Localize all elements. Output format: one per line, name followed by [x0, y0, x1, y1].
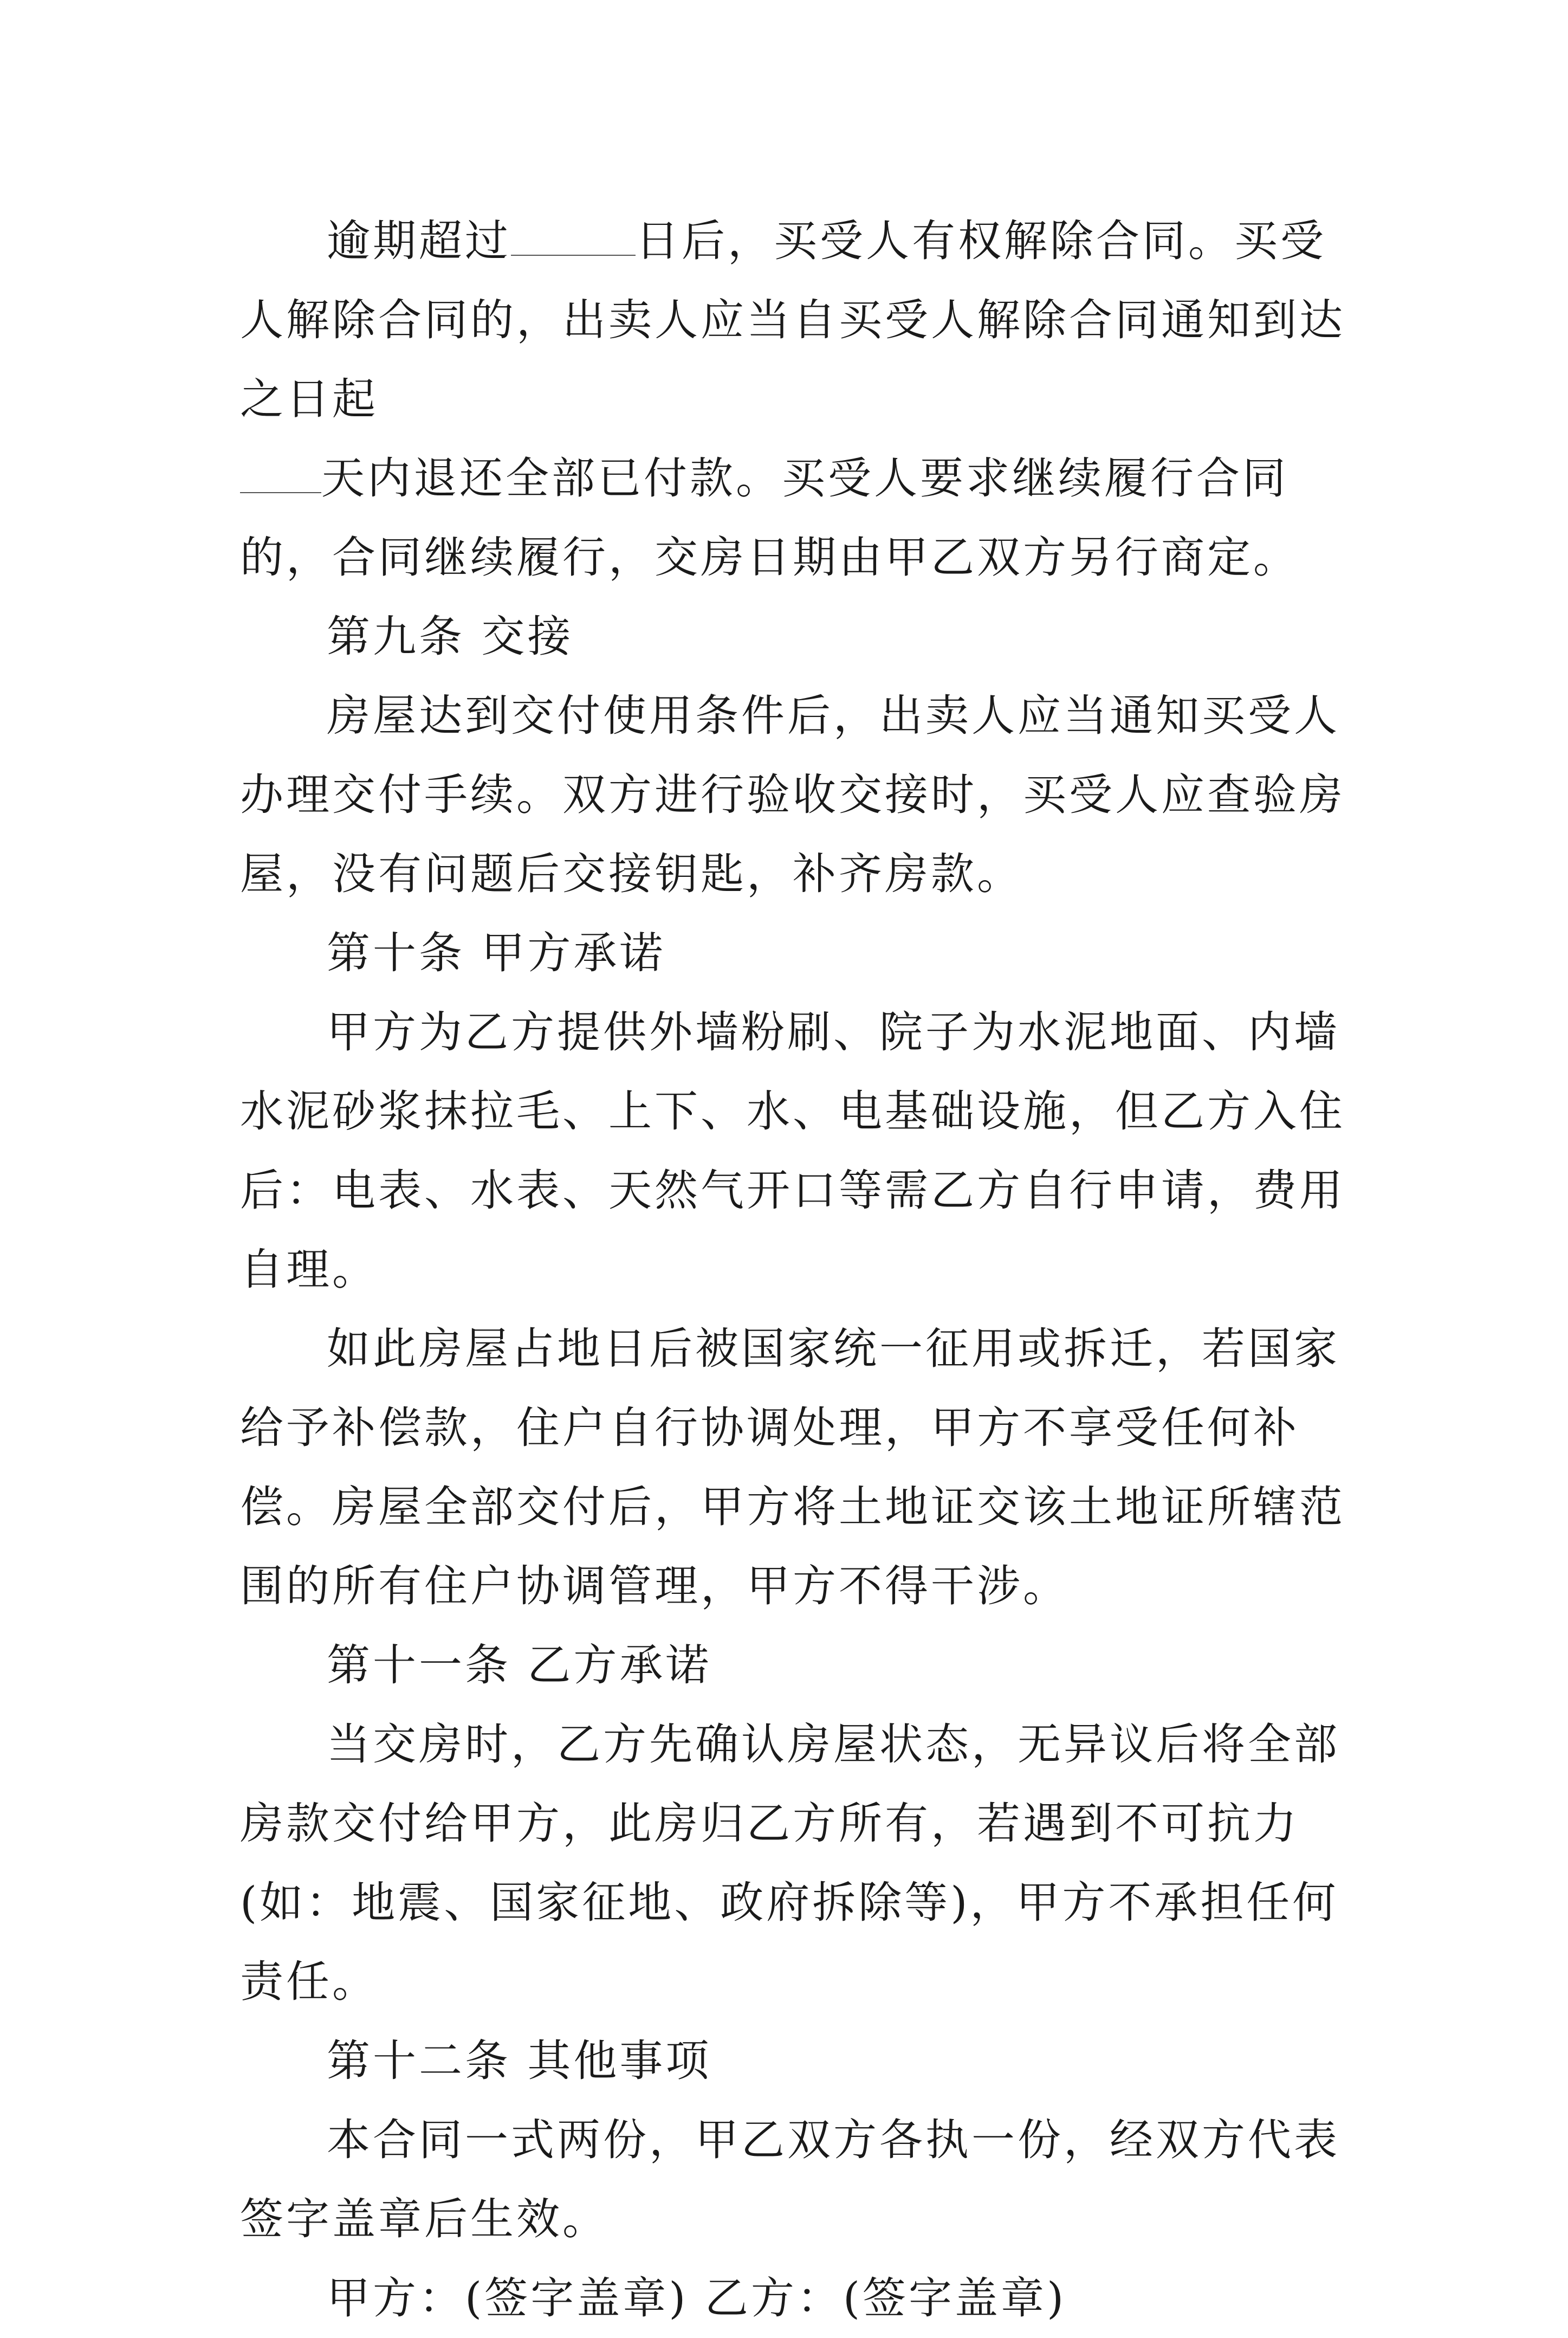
- paragraph-text: 日后，买受人有权解除合同。买受人解除合同的，出卖人应当自买受人解除合同通知到达之日起: [240, 216, 1345, 424]
- article-10-heading: 第十条 甲方承诺: [327, 928, 666, 978]
- article-10-paragraph-2: 如此房屋占地日后被国家统一征用或拆迁，若国家给予补偿款，住户自行协调处理，甲方不享受任何补偿。房屋全部交付后，甲方将土地证交该土地证所辖范围的所有住户协调管理，甲方不得干涉。: [240, 1323, 1345, 1611]
- paragraph-text: 天内退还全部已付款。买受人要求继续履行合同的，合同继续履行，交房日期由甲乙双方另行商定。: [240, 453, 1299, 583]
- document-body: [240, 202, 1356, 2338]
- article-11-heading: 第十一条 乙方承诺: [327, 1640, 712, 1690]
- article-9-heading: 第九条 交接: [327, 611, 574, 662]
- fill-in-blank-days: [511, 217, 636, 256]
- article-11-paragraph: 当交房时，乙方先确认房屋状态，无异议后将全部房款交付给甲方，此房归乙方所有，若遇到不可抗力(如：地震、国家征地、政府拆除等)，甲方不承担任何责任。: [240, 1719, 1340, 2007]
- article-10-paragraph-1: 甲方为乙方提供外墙粉刷、院子为水泥地面、内墙水泥砂浆抹拉毛、上下、水、电基础设施，但乙方入住后：电表、水表、天然气开口等需乙方自行申请，费用自理。: [240, 1007, 1345, 1295]
- paragraph-overdue-termination: [240, 202, 1356, 597]
- paragraph-text: 逾期超过: [327, 216, 511, 266]
- article-12-paragraph: 本合同一式两份，甲乙双方各执一份，经双方代表签字盖章后生效。: [240, 2115, 1340, 2244]
- fill-in-blank-refund-days: [240, 454, 321, 493]
- article-12-heading: 第十二条 其他事项: [327, 2036, 712, 2086]
- article-9-paragraph: 房屋达到交付使用条件后，出卖人应当通知买受人办理交付手续。双方进行验收交接时，买受人应查验房屋，没有问题后交接钥匙，补齐房款。: [240, 690, 1345, 899]
- signature-line: 甲方：(签字盖章) 乙方：(签字盖章): [327, 2273, 1067, 2323]
